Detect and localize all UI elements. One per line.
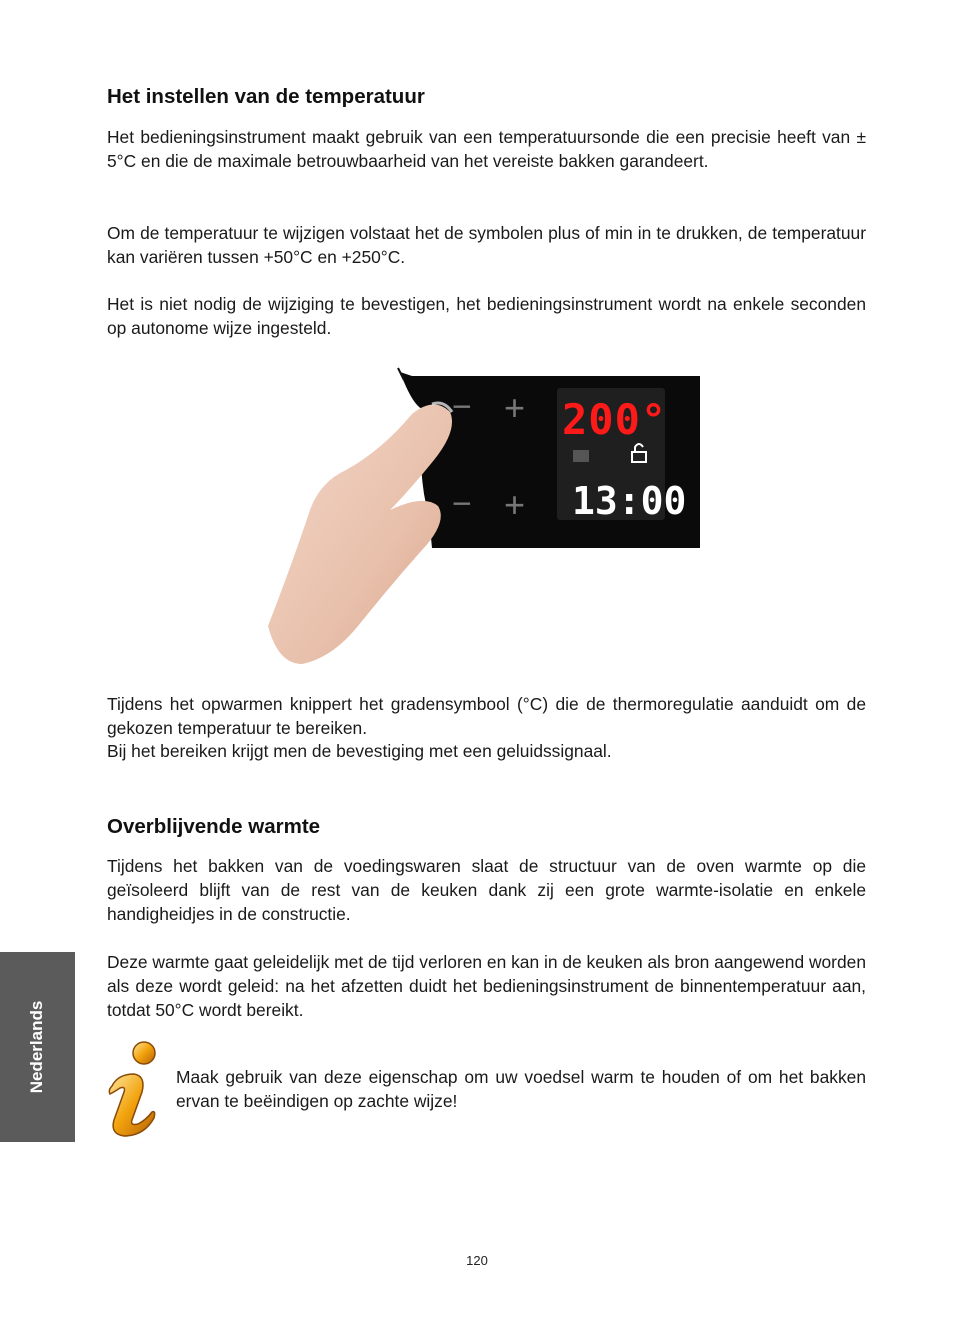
paragraph-heat-release: Deze warmte gaat geleidelijk met de tijd verloren en kan in de keuken als bron aangewend worden als deze wordt geleid: na het afzetten duidt het bedieningsinstrument de binnentemperatuur aan, totdat 50°C wordt bereikt. bbox=[107, 952, 866, 1020]
time-readout: 13:00 bbox=[572, 479, 687, 523]
paragraph-change-temperature: Om de temperatuur te wijzigen volstaat het de symbolen plus of min in te drukken, de temperatuur kan variëren tussen +50°C en +250°C. bbox=[107, 223, 866, 267]
plus-button-bottom: + bbox=[504, 484, 526, 525]
section-title-temperature: Het instellen van de temperatuur bbox=[107, 85, 425, 108]
plus-button-top: + bbox=[504, 387, 526, 428]
minus-button-top: − bbox=[452, 388, 472, 426]
minus-button-bottom: − bbox=[452, 485, 472, 523]
language-side-tab bbox=[0, 952, 75, 1142]
info-icon bbox=[106, 1040, 162, 1138]
hand bbox=[268, 404, 452, 664]
paragraph-heat-storage: Tijdens het bakken van de voedingswaren slaat de structuur van de oven warmte op die geïsoleerd blijft van de rest van de keuken dank zij een grote warmte-isolatie en enkele handigheidjes in de constructie. bbox=[107, 856, 866, 924]
language-label: Nederlands bbox=[27, 1000, 46, 1094]
oven-mode-icon bbox=[573, 450, 589, 462]
paragraph-sound-signal: Bij het bereiken krijgt men de bevestiging met een geluidssignaal. bbox=[107, 741, 612, 761]
tip-text: Maak gebruik van deze eigenschap om uw voedsel warm te houden of om het bakken ervan te beëindigen op zachte wijze! bbox=[176, 1067, 866, 1111]
section-title-residual-heat: Overblijvende warmte bbox=[107, 815, 321, 838]
temperature-readout: 200° bbox=[562, 395, 668, 444]
control-panel-illustration bbox=[262, 364, 706, 670]
paragraph-no-confirmation: Het is niet nodig de wijziging te bevestigen, het bedieningsinstrument wordt na enkele seconden op autonome wijze ingesteld. bbox=[107, 294, 866, 338]
paragraph-heating-blink: Tijdens het opwarmen knippert het gradensymbool (°C) die de thermoregulatie aanduidt om de gekozen temperatuur te bereiken. bbox=[107, 694, 866, 738]
page-number: 120 bbox=[466, 1253, 488, 1268]
paragraph-temperature-probe: Het bedieningsinstrument maakt gebruik van een temperatuursonde die een precisie heeft van ± 5°C en die de maximale betrouwbaarheid van het vereiste bakken garandeert. bbox=[107, 127, 866, 171]
